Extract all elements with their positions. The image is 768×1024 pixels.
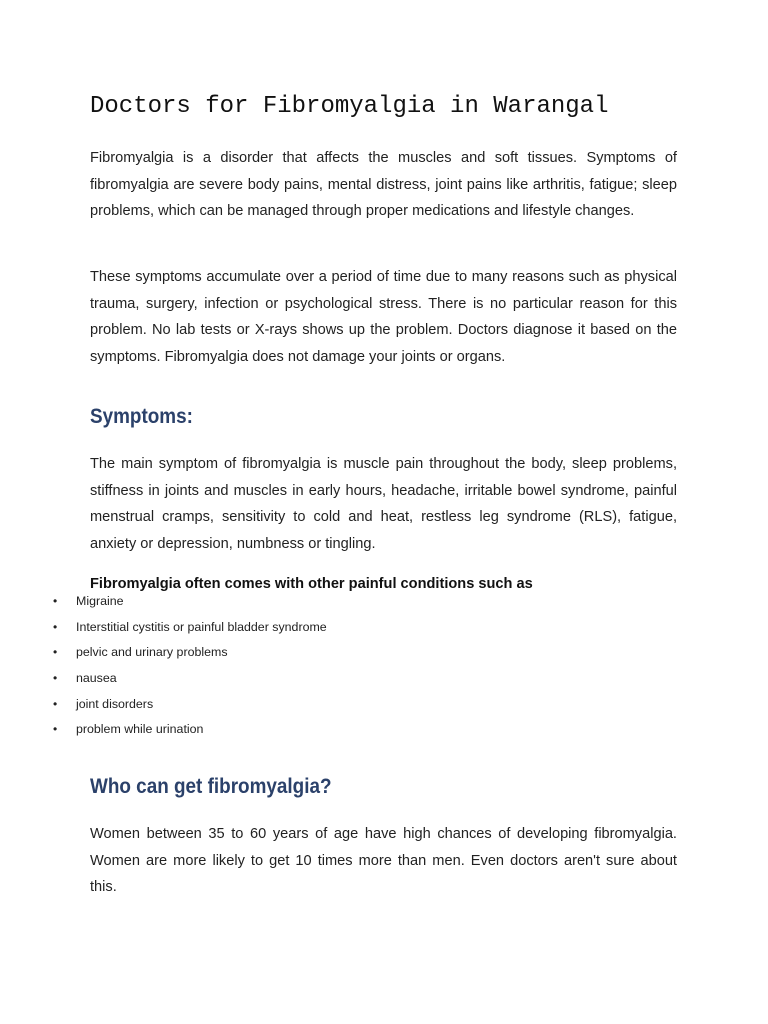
who-heading: Who can get fibromyalgia? <box>90 775 332 798</box>
who-paragraph: Women between 35 to 60 years of age have high chances of developing fibromyalgia. Women are more likely to get 10 times more than men. Even doctors aren't sure about this. <box>90 826 677 895</box>
bullet-icon: • <box>53 671 58 686</box>
bullet-icon: • <box>53 722 58 737</box>
bullet-icon: • <box>53 645 58 660</box>
list-item-text: Interstitial cystitis or painful bladder syndrome <box>76 619 327 634</box>
bullet-icon: • <box>53 594 58 608</box>
conditions-heading: Fibromyalgia often comes with other painful conditions such as <box>90 576 533 592</box>
list-item-text: problem while urination <box>76 722 204 737</box>
list-item-text: nausea <box>76 671 117 686</box>
symptoms-heading: Symptoms: <box>90 405 193 428</box>
intro-paragraph: Fibromyalgia is a disorder that affects the muscles and soft tissues. Symptoms of fibromyalgia are severe body pains, mental distress, joint pains like arthritis, fatigue; sleep problems, which can be managed through proper medications and lifestyle changes. <box>90 150 677 219</box>
list-item-text: Migraine <box>76 594 124 608</box>
bullet-icon: • <box>53 696 58 711</box>
symptoms-paragraph: The main symptom of fibromyalgia is muscle pain throughout the body, sleep problems, stiffness in joints and muscles in early hours, headache, irritable bowel syndrome, painful menstrual cramps, sensitivity to cold and heat, restless leg syndrome (RLS), fatigue, anxiety or depression, numbness or tingling. <box>90 456 677 552</box>
causes-paragraph: These symptoms accumulate over a period of time due to many reasons such as physical trauma, surgery, infection or psychological stress. There is no particular reason for this problem. No lab tests or X-rays shows up the problem. Doctors diagnose it based on the symptoms. Fibromyalgia does not damage your joints or organs. <box>90 269 677 365</box>
list-item-text: pelvic and urinary problems <box>76 645 228 660</box>
bullet-icon: • <box>53 619 58 634</box>
list-item-text: joint disorders <box>76 696 154 711</box>
page-title: Doctors for Fibromyalgia in Warangal <box>90 93 609 120</box>
